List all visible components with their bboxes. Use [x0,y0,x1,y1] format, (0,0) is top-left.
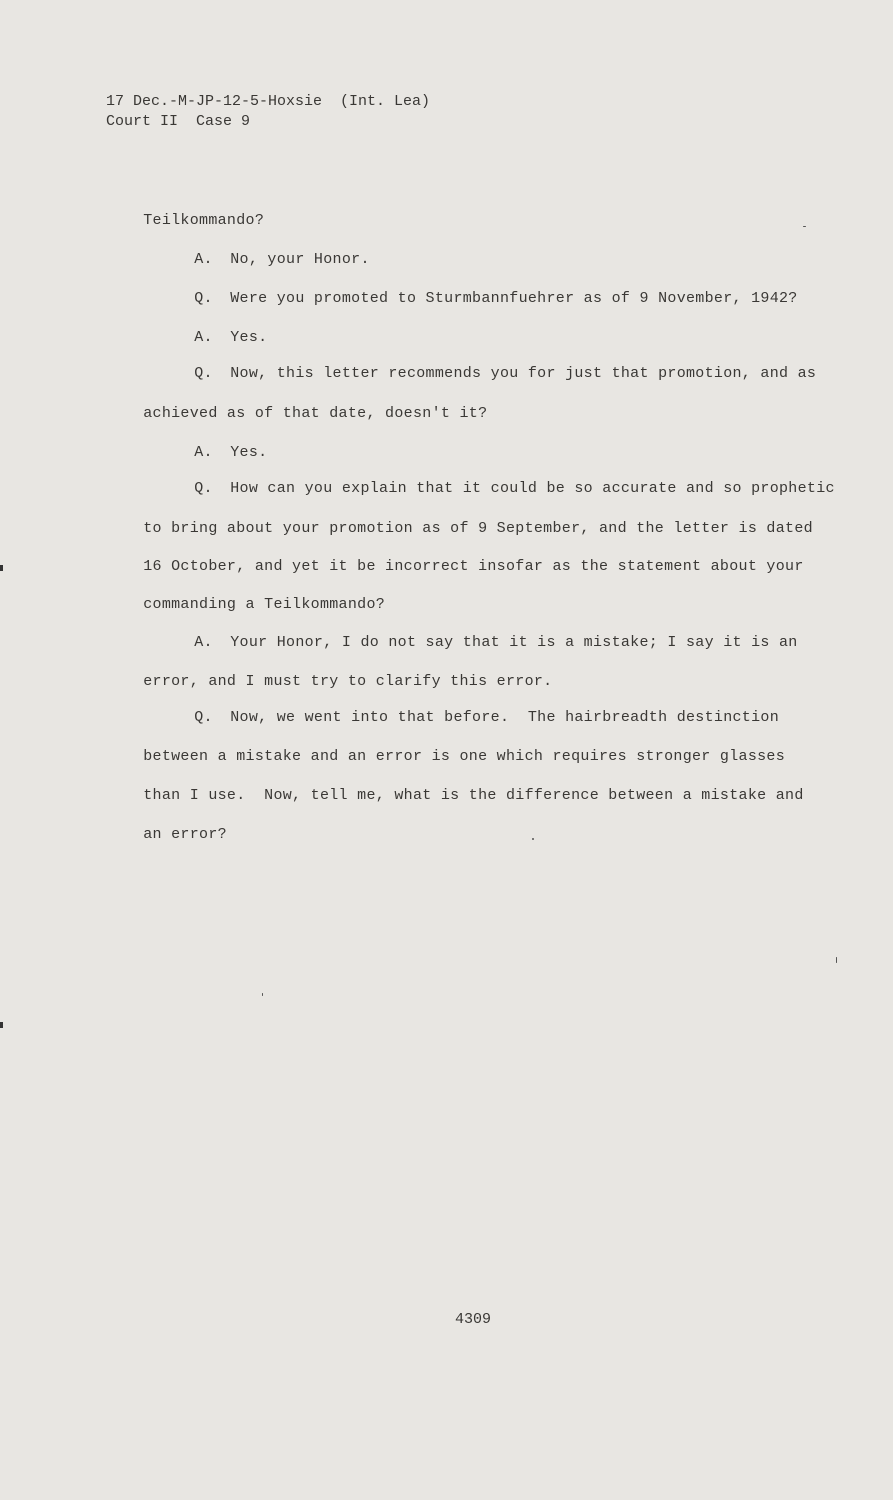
speaker-marker: A. [194,251,213,268]
transcript-text: than I use. Now, tell me, what is the difference between a mistake and [143,787,804,804]
edge-punch-mark [0,1022,3,1028]
transcript-text: Yes. [230,329,268,346]
speaker-marker: Q. [194,365,213,382]
transcript-text: 16 October, and yet it be incorrect insofar as the statement about your [143,558,804,575]
speaker-marker: Q. [194,290,213,307]
speaker-marker: A. [194,329,213,346]
transcript-text: an error? [143,826,227,843]
paper-speck [262,993,263,996]
page-number: 4309 [455,1311,492,1328]
transcript-text: How can you explain that it could be so accurate and so prophetic [230,480,835,497]
paper-speck [803,226,806,227]
header-case-reference: 17 Dec.-M-JP-12-5-Hoxsie (Int. Lea) [106,93,431,110]
speaker-marker: Q. [194,709,213,726]
speaker-marker: Q. [194,480,213,497]
speaker-marker: A. [194,444,213,461]
transcript-text: achieved as of that date, doesn't it? [143,405,488,422]
transcript-text: between a mistake and an error is one which requires stronger glasses [143,748,786,765]
paper-speck [532,838,534,840]
transcript-text: Your Honor, I do not say that it is a mistake; I say it is an [230,634,798,651]
transcript-text: Teilkommando? [143,212,265,229]
transcript-line [106,805,227,865]
paper-speck [836,957,837,963]
transcript-text: Were you promoted to Sturmbannfuehrer as of 9 November, 1942? [230,290,798,307]
transcript-text: error, and I must try to clarify this error. [143,673,553,690]
transcript-text: Now, we went into that before. The hairbreadth destinction [230,709,780,726]
header-court-case: Court II Case 9 [106,113,251,130]
transcript-text: commanding a Teilkommando? [143,596,386,613]
transcript-text: Yes. [230,444,268,461]
transcript-text: to bring about your promotion as of 9 September, and the letter is dated [143,520,813,537]
speaker-marker: A. [194,634,213,651]
transcript-text: No, your Honor. [230,251,370,268]
transcript-text: Now, this letter recommends you for just that promotion, and as [230,365,817,382]
document-header [106,92,430,132]
edge-punch-mark [0,565,3,571]
